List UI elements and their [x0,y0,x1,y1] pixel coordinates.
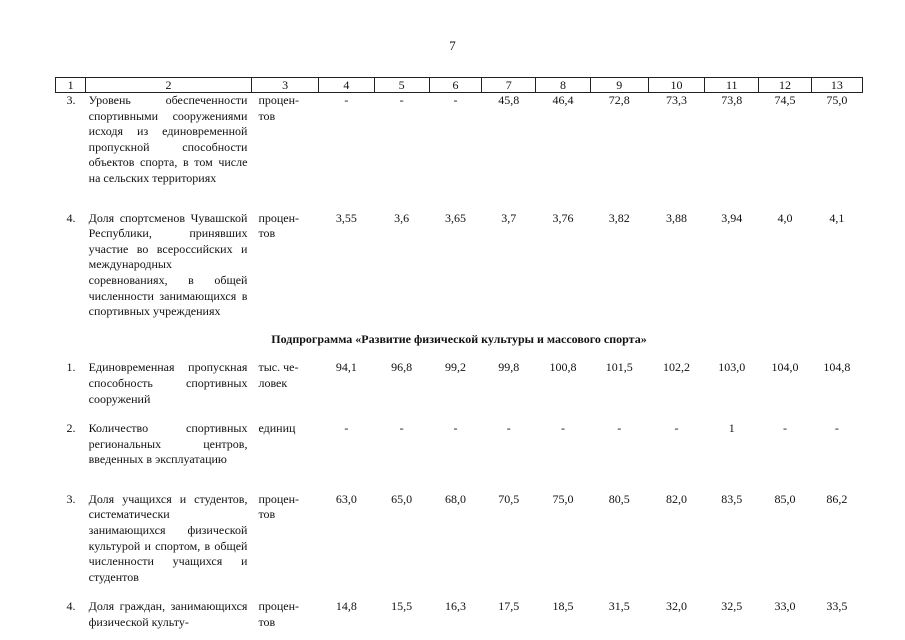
value-cell: 3,55 [335,210,357,225]
value-cell: 82,0 [666,491,687,506]
value-cell: 70,5 [498,491,520,506]
value-cell: 16,3 [444,599,466,614]
value-cell: 1 [728,421,735,436]
value-cell: 74,5 [774,93,796,107]
value-cell: 15,5 [391,599,413,614]
value-cell: 33,0 [774,599,796,614]
unit-line: единиц [258,421,296,436]
row-number: 1. [66,360,76,375]
value-cell: 83,5 [721,491,743,506]
value-cell: - [617,421,622,436]
value-cell: 3,65 [444,210,466,225]
value-cell: - [453,93,458,107]
value-cell: - [783,421,788,436]
row-number: 2. [66,421,76,436]
column-number: 2 [86,78,252,93]
table-row [56,211,863,332]
value-cell: 3,76 [552,210,574,225]
page-number: 7 [449,38,456,53]
unit-line: процен- [258,210,300,225]
value-cell: 99,8 [498,360,520,375]
unit-line: процен- [258,491,300,506]
indicator-name: Доля спортсменов Чувашской Республики, принявших участие во всероссийских и международных соревнованиях, в общей численности занимающихся в спортивных учреждениях [88,210,248,319]
column-number: 1 [56,78,86,93]
value-cell: - [344,93,349,107]
value-cell: 75,0 [826,93,848,107]
column-number: 8 [536,78,590,93]
column-number: 9 [590,78,648,93]
unit-line: тов [258,226,276,241]
value-cell: 94,1 [335,360,357,375]
value-cell: 101,5 [605,360,633,375]
value-cell: 73,8 [721,93,743,107]
value-cell: 96,8 [391,360,413,375]
value-cell: - [560,421,565,436]
unit-cell [251,421,318,492]
value-cell: 46,4 [552,93,574,107]
value-cell: 75,0 [552,491,574,506]
value-cell: - [399,421,404,436]
value-cell: 72,8 [608,93,630,107]
value-cell: 4,0 [777,210,793,225]
unit-cell [251,211,318,332]
value-cell: 104,0 [771,360,799,375]
value-cell: 63,0 [335,491,357,506]
value-cell: 3,82 [608,210,630,225]
value-cell: 3,7 [501,210,517,225]
value-cell: 32,5 [721,599,743,614]
row-number: 4. [66,599,76,614]
section-row [56,332,863,361]
column-number: 10 [648,78,704,93]
value-cell: - [834,421,839,436]
value-cell: 45,8 [498,93,520,107]
value-cell: 32,0 [666,599,687,614]
value-cell: 17,5 [498,599,520,614]
value-cell: - [344,421,349,436]
value-cell: 100,8 [549,360,577,375]
row-number: 4. [66,210,76,225]
row-number: 3. [66,93,76,107]
value-cell: - [399,93,404,107]
table-row [56,421,863,492]
value-cell: 18,5 [552,599,574,614]
value-cell: 104,8 [823,360,851,375]
indicator-name: Доля учащихся и студентов, систематически занимающихся физической культурой и спортом, в общей численности учащихся и студентов [88,491,248,584]
value-cell: 65,0 [391,491,413,506]
value-cell: 86,2 [826,491,848,506]
value-cell: 85,0 [774,491,796,506]
value-cell: 102,2 [663,360,690,375]
unit-cell [251,360,318,421]
unit-line: тов [258,615,276,630]
column-number: 3 [251,78,318,93]
column-number: 12 [759,78,811,93]
unit-cell [251,599,318,630]
indicators-table [55,77,863,631]
unit-line: процен- [258,599,300,614]
unit-cell [251,93,318,211]
section-title: Подпрограмма «Развитие физической культуры и массового спорта» [271,331,647,346]
value-cell: 33,5 [826,599,848,614]
column-number: 4 [319,78,374,93]
value-cell: 3,94 [721,210,743,225]
column-number-row [56,78,863,93]
table-row [56,360,863,421]
value-cell: 31,5 [608,599,630,614]
unit-line: тов [258,507,276,522]
column-number: 6 [429,78,481,93]
table-row [56,492,863,600]
indicator-name: Уровень обеспеченности спортивными сооружениями исходя из единовременной пропускной способности объектов спорта, в том числе на сельских территориях [88,93,248,185]
value-cell: 73,3 [666,93,687,107]
column-number: 5 [374,78,429,93]
value-cell: 80,5 [608,491,630,506]
value-cell: 3,6 [394,210,410,225]
row-number: 3. [66,491,76,506]
unit-line: тыс. че- [258,360,299,375]
column-number: 11 [705,78,759,93]
value-cell: 3,88 [666,210,687,225]
unit-line: ловек [258,375,288,390]
value-cell: 14,8 [335,599,357,614]
unit-cell [251,492,318,600]
value-cell: 4,1 [829,210,845,225]
column-number: 7 [482,78,536,93]
indicator-name: Количество спортивных региональных центров, введенных в эксплуатацию [88,421,248,467]
indicator-name: Доля граждан, занимающихся физической культу- [88,599,248,630]
value-cell: - [674,421,679,436]
value-cell: 103,0 [718,360,746,375]
value-cell: - [506,421,511,436]
unit-line: тов [258,108,276,123]
indicator-name: Единовременная пропускная способность спортивных сооружений [88,360,248,406]
value-cell: 68,0 [444,491,466,506]
table-row [56,599,863,630]
value-cell: 99,2 [444,360,466,375]
column-number: 13 [811,78,862,93]
table-row [56,93,863,211]
value-cell: - [453,421,458,436]
unit-line: процен- [258,93,300,107]
